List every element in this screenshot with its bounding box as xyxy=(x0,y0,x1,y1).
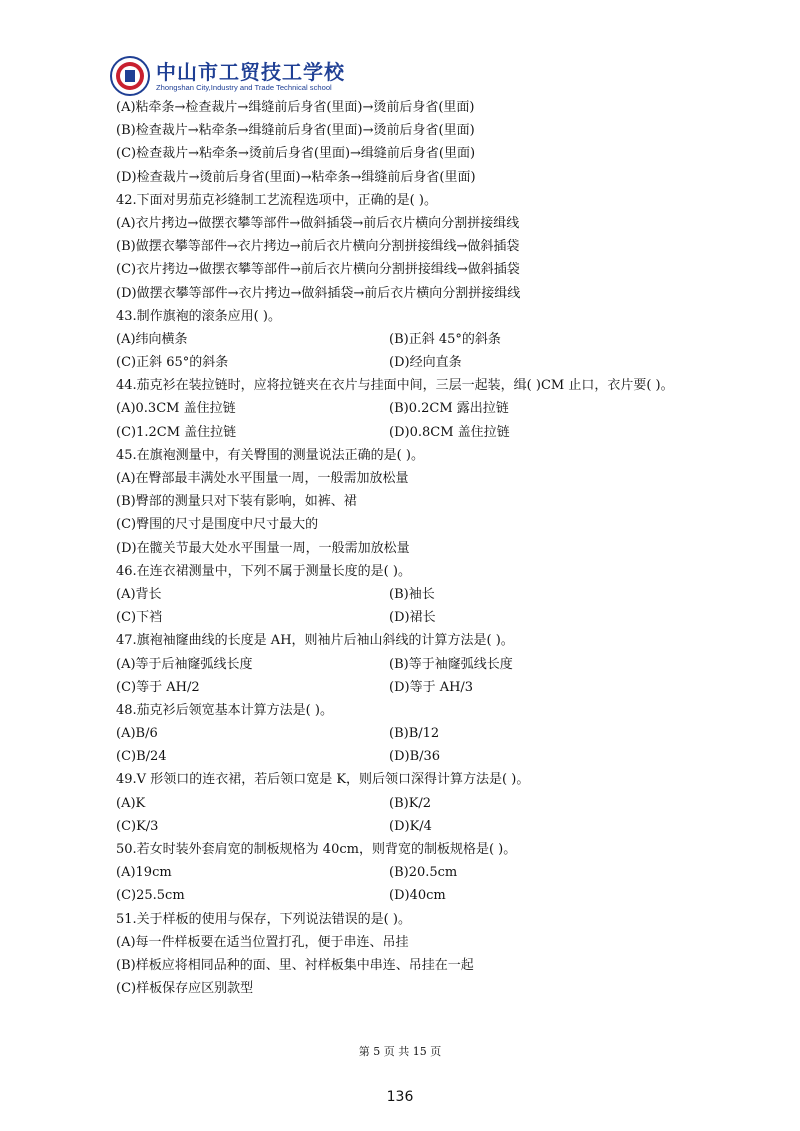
q50-option-d: (D)40cm xyxy=(389,888,446,904)
question-44: 44.茄克衫在装拉链时，应将拉链夹在衣片与挂面中间，三层一起装，缉( )CM 止口，衣片要( )。 xyxy=(116,378,674,394)
school-name-en: Zhongshan City,Industry and Trade Technical school xyxy=(156,83,332,92)
question-49: 49.V 形领口的连衣裙，若后领口宽是 K，则后领口深得计算方法是( )。 xyxy=(116,772,530,788)
q44-options-row2 xyxy=(116,421,716,444)
q48-option-d: (D)B/36 xyxy=(389,749,441,765)
school-name: 中山市工贸技工学校 xyxy=(156,60,345,84)
q49-option-d: (D)K/4 xyxy=(389,818,432,834)
q51-option-b: (B)样板应将相同品种的面、里、衬样板集中串连、吊挂在一起 xyxy=(116,957,474,973)
q46-option-b: (B)袖长 xyxy=(389,586,435,602)
q44-option-b: (B)0.2CM 露出拉链 xyxy=(389,401,509,417)
q43-option-b: (B)正斜 45°的斜条 xyxy=(389,331,501,347)
exam-content xyxy=(116,96,716,1000)
question-46: 46.在连衣裙测量中，下列不属于测量长度的是( )。 xyxy=(116,563,411,579)
q46-options-row2 xyxy=(116,606,716,629)
q51-option-a: (A)每一件样板要在适当位置打孔，便于串连、吊挂 xyxy=(116,934,409,950)
q51-option-c: (C)样板保存应区别款型 xyxy=(116,981,254,997)
q48-options-row1 xyxy=(116,722,716,745)
q46-option-c: (C)下裆 xyxy=(116,610,163,626)
q45-option-b: (B)臀部的测量只对下装有影响，如裤、裙 xyxy=(116,494,357,510)
q47-option-d: (D)等于 AH/3 xyxy=(389,679,474,695)
school-logo-icon xyxy=(110,56,150,96)
q46-option-d: (D)裙长 xyxy=(389,610,436,626)
q48-option-c: (C)B/24 xyxy=(116,749,167,765)
question-43: 43.制作旗袍的滚条应用( )。 xyxy=(116,308,281,324)
q47-option-c: (C)等于 AH/2 xyxy=(116,679,200,695)
q45-option-a: (A)在臀部最丰满处水平围量一周，一般需加放松量 xyxy=(116,471,409,487)
question-50: 50.若女时装外套肩宽的制板规格为 40cm，则背宽的制板规格是( )。 xyxy=(116,842,517,858)
q44-option-c: (C)1.2CM 盖住拉链 xyxy=(116,424,237,440)
q49-option-b: (B)K/2 xyxy=(389,795,432,811)
q47-option-b: (B)等于袖窿弧线长度 xyxy=(389,656,513,672)
q42-option-d: (D)做摆衣攀等部件→衣片拷边→做斜插袋→前后衣片横向分割拼接缉线 xyxy=(116,285,521,301)
q44-options-row1 xyxy=(116,397,716,420)
q43-option-d: (D)经向直条 xyxy=(389,355,462,371)
q46-options-row1 xyxy=(116,583,716,606)
q50-options-row1 xyxy=(116,861,716,884)
q43-options-row1 xyxy=(116,328,716,351)
q50-option-c: (C)25.5cm xyxy=(116,888,185,904)
q42-option-b: (B)做摆衣攀等部件→衣片拷边→前后衣片横向分割拼接缉线→做斜插袋 xyxy=(116,239,520,255)
prev-option-c: (C)检查裁片→粘牵条→烫前后身省(里面)→缉缝前后身省(里面) xyxy=(116,146,476,162)
page-indicator: 第 5 页 共 15 页 xyxy=(358,1045,442,1058)
question-42: 42.下面对男茄克衫缝制工艺流程选项中，正确的是( )。 xyxy=(116,192,437,208)
q49-options-row1 xyxy=(116,792,716,815)
q50-option-a: (A)19cm xyxy=(116,865,172,881)
prev-option-a: (A)粘牵条→检查裁片→缉缝前后身省(里面)→烫前后身省(里面) xyxy=(116,100,475,115)
q43-options-row2 xyxy=(116,351,716,374)
q42-option-a: (A)衣片拷边→做摆衣攀等部件→做斜插袋→前后衣片横向分割拼接缉线 xyxy=(116,215,520,231)
q49-options-row2 xyxy=(116,815,716,838)
q43-option-a: (A)纬向横条 xyxy=(116,331,188,347)
prev-option-b: (B)检查裁片→粘牵条→缉缝前后身省(里面)→烫前后身省(里面) xyxy=(116,123,475,139)
q42-option-c: (C)衣片拷边→做摆衣攀等部件→前后衣片横向分割拼接缉线→做斜插袋 xyxy=(116,262,520,278)
question-51: 51.关于样板的使用与保存，下列说法错误的是( )。 xyxy=(116,911,411,927)
q43-option-c: (C)正斜 65°的斜条 xyxy=(116,355,229,371)
school-header xyxy=(110,56,370,100)
question-47: 47.旗袍袖窿曲线的长度是 AH，则袖片后袖山斜线的计算方法是( )。 xyxy=(116,633,514,649)
q49-option-a: (A)K xyxy=(116,795,146,811)
question-48: 48.茄克衫后领宽基本计算方法是( )。 xyxy=(116,702,333,718)
q44-option-d: (D)0.8CM 盖住拉链 xyxy=(389,424,510,440)
q47-option-a: (A)等于后袖窿弧线长度 xyxy=(116,656,253,672)
q45-option-d: (D)在髋关节最大处水平围量一周，一般需加放松量 xyxy=(116,540,410,556)
q48-option-b: (B)B/12 xyxy=(389,726,440,742)
q48-option-a: (A)B/6 xyxy=(116,726,158,742)
q48-options-row2 xyxy=(116,745,716,768)
q47-options-row2 xyxy=(116,676,716,699)
page-number: 136 xyxy=(386,1089,414,1105)
q50-options-row2 xyxy=(116,884,716,907)
question-45: 45.在旗袍测量中，有关臀围的测量说法正确的是( )。 xyxy=(116,447,424,463)
q44-option-a: (A)0.3CM 盖住拉链 xyxy=(116,401,236,417)
q46-option-a: (A)背长 xyxy=(116,586,162,602)
q45-option-c: (C)臀围的尺寸是围度中尺寸最大的 xyxy=(116,517,319,533)
q49-option-c: (C)K/3 xyxy=(116,818,159,834)
q47-options-row1 xyxy=(116,653,716,676)
prev-option-d: (D)检查裁片→烫前后身省(里面)→粘牵条→缉缝前后身省(里面) xyxy=(116,169,476,185)
q50-option-b: (B)20.5cm xyxy=(389,865,458,881)
